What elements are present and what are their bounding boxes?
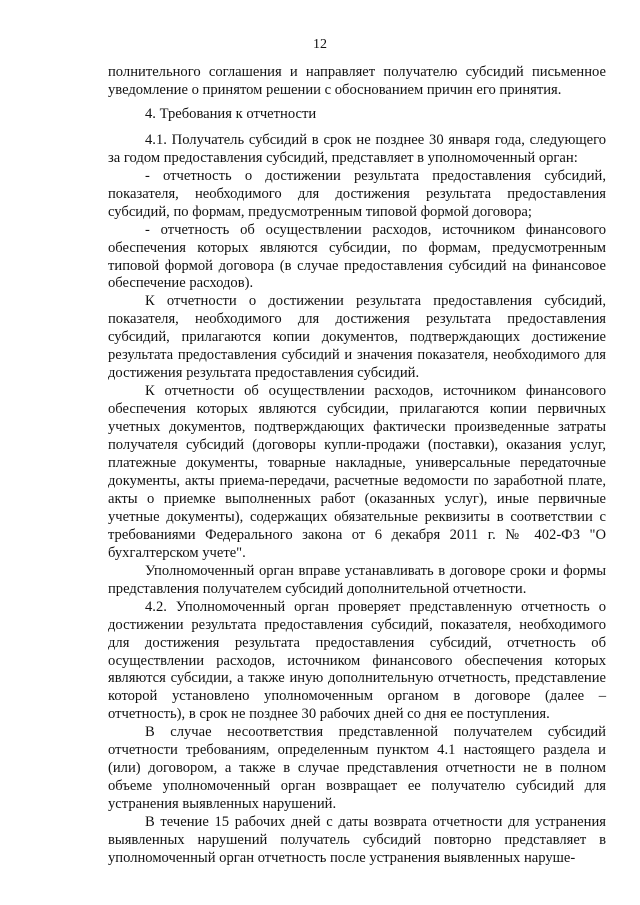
paragraph-noncompliance: В случае несоответствия представленной получателем субсидий отчетности требованиям, определенным пунктом 4.1 настоящего раздела и (или) договором, а также в случае представления отчетности не в полном объеме уполномоченный орган возвращает ее получателю субсидий для устранения выявленных нарушений.	[108, 724, 606, 813]
section-heading: 4. Требования к отчетности	[145, 105, 317, 122]
list-item-results-report: - отчетность о достижении результата предоставления субсидий, показателя, необходимого для достижения результата предоставления субсидий, по формам, предусмотренным типовой формой договора;	[108, 167, 606, 220]
paragraph-continuation: полнительного соглашения и направляет получателю субсидий письменное уведомление о принятом решении с обоснованием причин его принятия.	[108, 64, 606, 98]
paragraph-resubmission: В течение 15 рабочих дней с даты возврата отчетности для устранения выявленных нарушений получатель субсидий повторно представляет в уполномоченный орган отчетность после устранения выявленных наруше-	[108, 814, 606, 866]
paragraph-expenses-attachments: К отчетности об осуществлении расходов, источником финансового обеспечения которых являются субсидии, прилагаются копии первичных учетных документов, подтверждающих фактически произведенные затраты получателя субсидий (договоры купли-продажи (поставки), оказания услуг, платежные документы, товарные накладные, универсальные передаточные документы, акты приема-передачи, расчетные ведомости по заработной плате, акты о приемке выполненных работ (оказанных услуг), иные первичные учетные документы), содержащих обязательные реквизиты в соответствии с требованиями Федерального закона от 6 декабря 2011 г. № 402-ФЗ "О бухгалтерском учете".	[108, 383, 606, 561]
paragraph-4-1: 4.1. Получатель субсидий в срок не позднее 30 января года, следующего за годом предоставления субсидий, представляет в уполномоченный орган:	[108, 131, 606, 166]
list-item-expenses-report: - отчетность об осуществлении расходов, источником финансового обеспечения которых являются субсидии, по формам, предусмотренным типовой формой договора (в случае предоставления субсидий на финансовое обеспечение расходов).	[108, 221, 606, 292]
paragraph-additional-reporting: Уполномоченный орган вправе устанавливать в договоре сроки и формы представления получателем субсидий дополнительной отчетности.	[108, 562, 606, 597]
document-body	[108, 64, 606, 868]
page-number: 12	[313, 37, 327, 52]
paragraph-4-2: 4.2. Уполномоченный орган проверяет представленную отчетность о достижении результата предоставления субсидий, показателя, необходимого для достижения результата предоставления субсидий, отчетность об осуществлении расходов, источником финансового обеспечения которых являются субсидии, а также иную дополнительную отчетность, представление которой установлено уполномоченным органом в договоре (далее – отчетность), в срок не позднее 30 рабочих дней со дня ее поступления.	[108, 598, 606, 723]
paragraph-results-attachments: К отчетности о достижении результата предоставления субсидий, показателя, необходимого для достижения результата предоставления субсидий, прилагаются копии документов, подтверждающих достижение результата предоставления субсидий и значения показателя, необходимого для достижения результата предоставления субсидий.	[108, 293, 606, 382]
